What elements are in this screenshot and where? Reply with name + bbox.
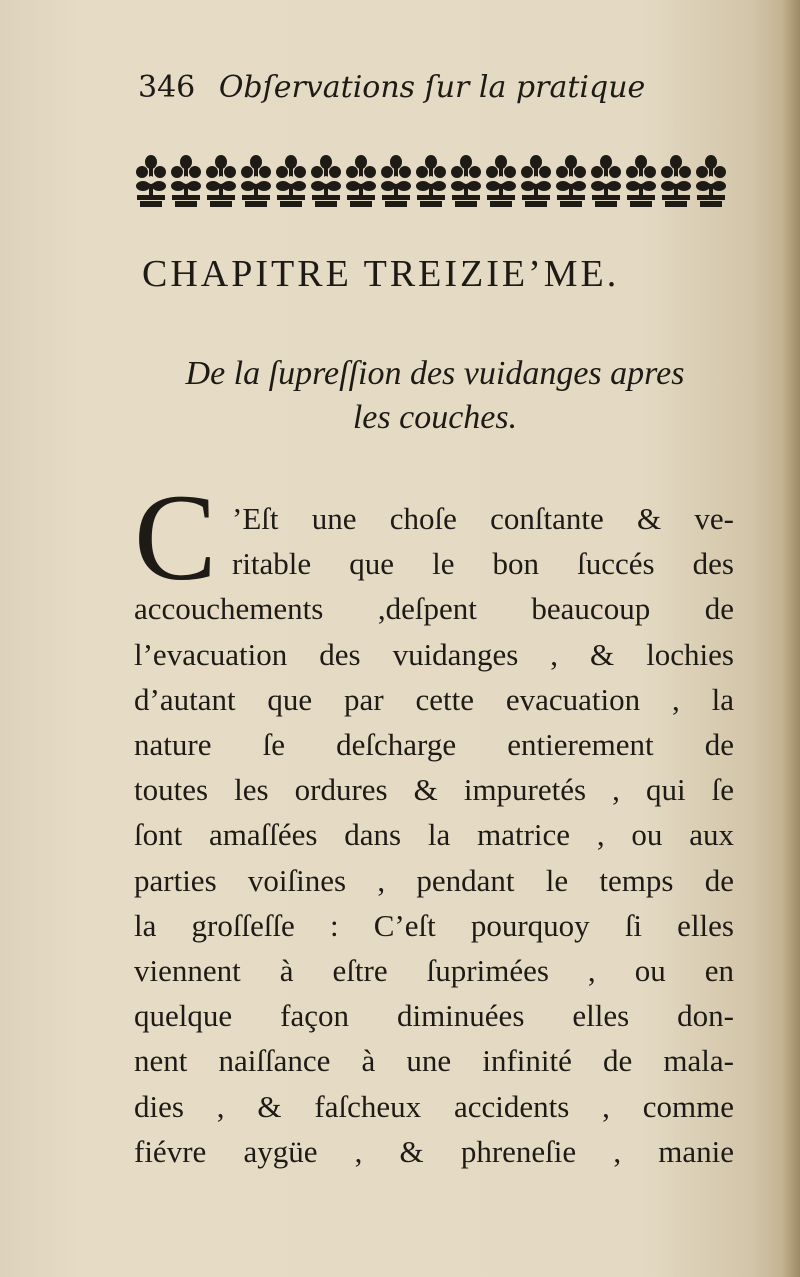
subtitle-line: De la ſupreſſion des vuidanges apres xyxy=(185,355,685,392)
body-line: quelque façon diminuées elles don- xyxy=(134,998,734,1034)
body-line: ſont amaſſées dans la matrice , ou aux xyxy=(134,817,734,853)
fleuron-icon xyxy=(239,153,273,209)
chapter-subtitle xyxy=(130,352,740,440)
ornament-band xyxy=(134,152,728,210)
fleuron-icon xyxy=(274,153,308,209)
body-line: accouchements ,deſpent beaucoup de xyxy=(134,591,734,627)
fleuron-icon xyxy=(624,153,658,209)
drop-capital: C xyxy=(134,469,217,606)
running-head xyxy=(138,70,738,105)
body-line: nent naiſſance à une infinité de mala- xyxy=(134,1043,734,1079)
body-text xyxy=(134,496,734,1174)
body-line: la groſſeſſe : C’eſt pourquoy ſi elles xyxy=(134,907,734,943)
fleuron-icon xyxy=(694,153,728,209)
fleuron-icon xyxy=(449,153,483,209)
fleuron-icon xyxy=(204,153,238,209)
body-line: toutes les ordures & impuretés , qui ſe xyxy=(134,772,734,808)
fleuron-icon xyxy=(379,153,413,209)
page-number: 346 xyxy=(138,70,196,105)
fleuron-icon xyxy=(554,153,588,209)
fleuron-icon xyxy=(589,153,623,209)
chapter-title: CHAPITRE TREIZIE’ME. xyxy=(142,253,620,295)
running-head-title: Obſervations ſur la pratique xyxy=(218,70,646,105)
fleuron-icon xyxy=(484,153,518,209)
body-line: nature ſe deſcharge entierement de xyxy=(134,727,734,763)
fleuron-icon xyxy=(134,153,168,209)
body-line: fiévre aygüe , & phreneſie , manie xyxy=(134,1133,734,1169)
body-line: ritable que le bon ſuccés des xyxy=(232,546,734,582)
body-line: dies , & faſcheux accidents , comme xyxy=(134,1088,734,1124)
fleuron-icon xyxy=(414,153,448,209)
body-line: d’autant que par cette evacuation , la xyxy=(134,681,734,717)
fleuron-icon xyxy=(519,153,553,209)
fleuron-icon xyxy=(309,153,343,209)
fleuron-icon xyxy=(659,153,693,209)
body-line: viennent à eſtre ſuprimées , ou en xyxy=(134,953,734,989)
body-line: parties voiſines , pendant le temps de xyxy=(134,862,734,898)
fleuron-icon xyxy=(344,153,378,209)
body-line: l’evacuation des vuidanges , & lochies xyxy=(134,636,734,672)
body-line: ’Eſt une choſe conſtante & ve- xyxy=(232,501,734,536)
fleuron-icon xyxy=(169,153,203,209)
page-gutter-shadow xyxy=(782,0,800,1277)
subtitle-line: les couches. xyxy=(352,399,518,436)
